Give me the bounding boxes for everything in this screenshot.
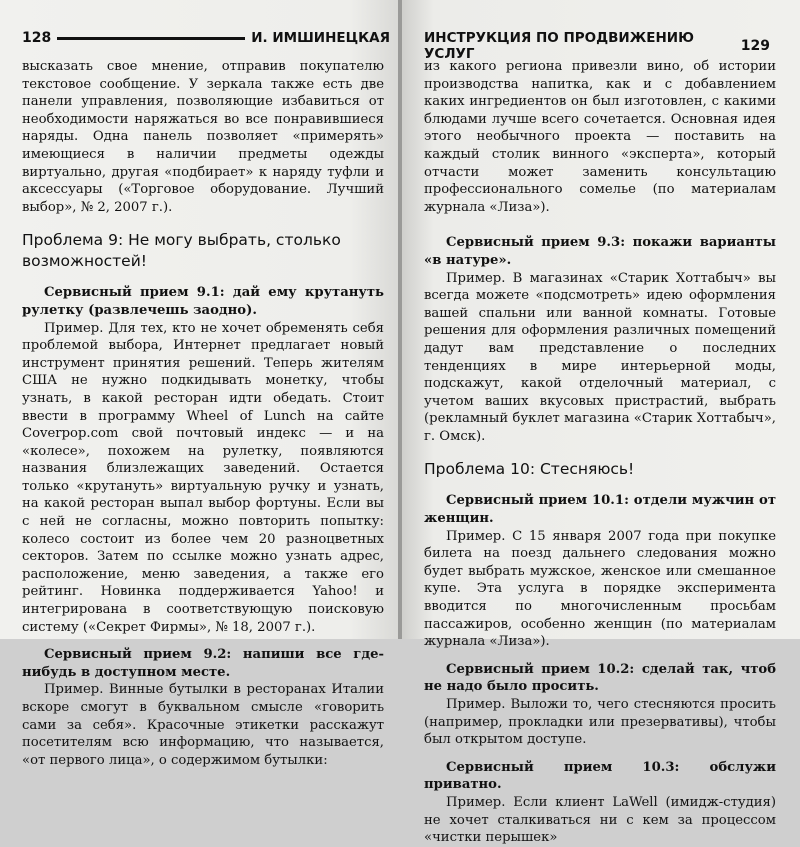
subheading: Сервисный прием 9.2: напиши все где-нибудь в доступном месте.	[22, 647, 384, 680]
right-page-body	[424, 58, 776, 847]
paragraph: Пример. С 15 января 2007 года при покупке билета на поезд дальнего следования можно будет выбрать мужское, женское или смешанное купе. Эта услуга в порядке эксперимента вводится по многочисленным просьбам пассажиров, особенно женщин (по материалам журнала «Лиза»).	[424, 528, 776, 650]
header-rule	[57, 37, 245, 40]
left-page-body	[22, 58, 384, 769]
section-heading: Проблема 9: Не могу выбрать, столько возможностей!	[22, 231, 341, 271]
paragraph: Пример. Винные бутылки в ресторанах Италии вскоре смогут в буквальном смысле «говорить сами за себя». Красочные этикетки расскажут посетителям всю информацию, что называется, «от первого лица», о содержимом бутылки:	[22, 682, 384, 768]
paragraph: Пример. Если клиент LaWell (имидж-студия) не хочет сталкиваться ни с кем за процессом «чистки перышек»	[424, 794, 776, 846]
page-number: 128	[22, 30, 52, 46]
left-page	[0, 0, 398, 768]
subheading: Сервисный прием 9.1: дай ему крутануть рулетку (развлечешь заодно).	[22, 285, 384, 318]
page-number: 129	[740, 38, 770, 54]
subheading: Сервисный прием 9.3: покажи варианты «в натуре».	[424, 235, 776, 268]
right-page	[402, 0, 800, 846]
paragraph: из какого региона привезли вино, об истории производства напитка, как и с добавлением каких ингредиентов он был изготовлен, с какими блюдами лучше всего сочетается. Основная идея этого необычного проекта — поставить на каждый столик винного «эксперта», который отчасти может заменить консультацию профессионального сомелье (по материалам журнала «Лиза»).	[424, 59, 776, 215]
paragraph: Пример. Выложи то, чего стесняются просить (например, прокладки или презервативы), чтобы был открытом доступе.	[424, 697, 776, 748]
paragraph: высказать свое мнение, отправив покупателю текстовое сообщение. У зеркала также есть две панели управления, позволяющие избавиться от необходимости наряжаться во все понравившиеся наряды. Одна панель позволяет «примерять» имеющиеся в наличии предметы одежды виртуально, другая «подбирает» к наряду туфли и аксессуары («Торговое оборудование. Лучший выбор», № 2, 2007 г.).	[22, 59, 384, 215]
paragraph: Пример. В магазинах «Старик Хоттабыч» вы всегда можете «подсмотреть» идею оформления вашей спальни или ванной комнаты. Готовые решения для оформления различных помещений дадут вам представление о последних тенденциях в мире интерьерной моды, подскажут, какой отделочный материал, с учетом ваших вкусовых пристрастий, выбрать (рекламный буклет магазина «Старик Хоттабыч», г. Омск).	[424, 270, 776, 444]
subheading: Сервисный прием 10.1: отдели мужчин от женщин.	[424, 493, 776, 527]
subheading: Сервисный прием 10.3: обслужи приватно.	[424, 759, 776, 793]
paragraph: Пример. Для тех, кто не хочет обременять себя проблемой выбора, Интернет предлагает новый инструмент принятия решений. Теперь жителям США не нужно подкидывать монетку, чтобы узнать, в какой ресторан идти обедать. Стоит ввести в программу Wheel of Lunch на сайте Coverpop.com свой почтовый индекс — и на «колесе», похожем на рулетку, появляются названия близлежащих заведений. Остается только «крутануть» виртуальную ручку и узнать, на какой ресторан выпал выбор фортуны. Если вы с ней не согласны, можно повторить попытку: колесо состоит из более чем 20 разноцветных секторов. Затем по ссылке можно узнать адрес, расположение, меню заведения, а также его рейтинг. Новинка поддерживается Yahoo! и интегрирована в соответствующую поисковую систему («Секрет Фирмы», № 18, 2007 г.).	[22, 320, 384, 635]
section-heading: Проблема 10: Стесняюсь!	[424, 460, 635, 479]
subheading: Сервисный прием 10.2: сделай так, чтоб не надо было просить.	[424, 661, 776, 695]
running-head: ИНСТРУКЦИЯ ПО ПРОДВИЖЕНИЮ УСЛУГ	[424, 30, 694, 62]
left-page-header	[22, 30, 390, 46]
running-head: И. ИМШИНЕЦКАЯ	[251, 30, 390, 46]
